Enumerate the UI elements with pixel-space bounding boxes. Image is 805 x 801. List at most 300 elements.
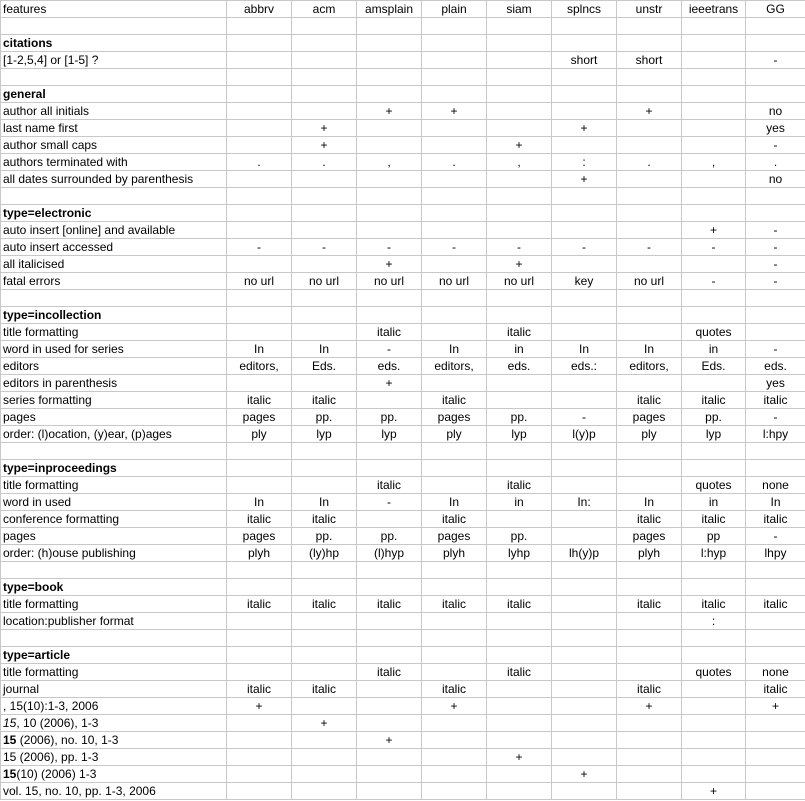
cell-splncs[interactable] bbox=[552, 290, 617, 307]
cell-splncs[interactable] bbox=[552, 732, 617, 749]
cell-amsplain[interactable] bbox=[357, 69, 422, 86]
cell-siam[interactable] bbox=[487, 630, 552, 647]
cell-plain[interactable]: italic bbox=[422, 392, 487, 409]
cell-plain[interactable]: ply bbox=[422, 426, 487, 443]
section-heading[interactable]: type=electronic bbox=[1, 205, 227, 222]
cell-unstr[interactable] bbox=[617, 35, 682, 52]
cell-ieeetrans[interactable]: in bbox=[682, 494, 746, 511]
cell-gg[interactable]: italic bbox=[746, 392, 805, 409]
cell-abbrv[interactable]: italic bbox=[227, 392, 292, 409]
cell-splncs[interactable] bbox=[552, 137, 617, 154]
cell-siam[interactable] bbox=[487, 460, 552, 477]
cell-splncs[interactable]: key bbox=[552, 273, 617, 290]
cell-splncs[interactable] bbox=[552, 749, 617, 766]
cell-gg[interactable]: no bbox=[746, 103, 805, 120]
cell-amsplain[interactable] bbox=[357, 222, 422, 239]
cell-splncs[interactable]: eds.: bbox=[552, 358, 617, 375]
feature-label[interactable]: [1-2,5,4] or [1-5] ? bbox=[1, 52, 227, 69]
cell-abbrv[interactable] bbox=[227, 205, 292, 222]
cell-unstr[interactable] bbox=[617, 222, 682, 239]
feature-label[interactable]: word in used for series bbox=[1, 341, 227, 358]
cell-amsplain[interactable] bbox=[357, 579, 422, 596]
cell-plain[interactable]: + bbox=[422, 698, 487, 715]
cell-splncs[interactable]: + bbox=[552, 171, 617, 188]
cell-siam[interactable]: + bbox=[487, 137, 552, 154]
cell-acm[interactable] bbox=[292, 307, 357, 324]
cell-gg[interactable]: In bbox=[746, 494, 805, 511]
cell-ieeetrans[interactable]: Eds. bbox=[682, 358, 746, 375]
cell-unstr[interactable] bbox=[617, 460, 682, 477]
feature-label[interactable]: title formatting bbox=[1, 324, 227, 341]
cell-abbrv[interactable]: + bbox=[227, 698, 292, 715]
cell-gg[interactable] bbox=[746, 460, 805, 477]
column-header-gg[interactable]: GG bbox=[746, 1, 805, 18]
cell-splncs[interactable] bbox=[552, 205, 617, 222]
cell-splncs[interactable] bbox=[552, 86, 617, 103]
cell-amsplain[interactable]: , bbox=[357, 154, 422, 171]
cell-siam[interactable] bbox=[487, 681, 552, 698]
cell-plain[interactable]: - bbox=[422, 239, 487, 256]
cell-abbrv[interactable] bbox=[227, 630, 292, 647]
cell-unstr[interactable]: + bbox=[617, 698, 682, 715]
cell-gg[interactable]: eds. bbox=[746, 358, 805, 375]
cell-unstr[interactable]: ply bbox=[617, 426, 682, 443]
cell-abbrv[interactable] bbox=[227, 324, 292, 341]
cell-splncs[interactable] bbox=[552, 222, 617, 239]
cell-gg[interactable] bbox=[746, 783, 805, 800]
cell-abbrv[interactable] bbox=[227, 120, 292, 137]
column-header-unstr[interactable]: unstr bbox=[617, 1, 682, 18]
cell-abbrv[interactable]: italic bbox=[227, 511, 292, 528]
cell-abbrv[interactable] bbox=[227, 307, 292, 324]
cell-acm[interactable] bbox=[292, 664, 357, 681]
cell-amsplain[interactable]: - bbox=[357, 239, 422, 256]
cell-amsplain[interactable] bbox=[357, 188, 422, 205]
cell-ieeetrans[interactable]: lyp bbox=[682, 426, 746, 443]
cell-acm[interactable] bbox=[292, 443, 357, 460]
cell-amsplain[interactable] bbox=[357, 766, 422, 783]
cell-plain[interactable] bbox=[422, 69, 487, 86]
cell-siam[interactable]: italic bbox=[487, 664, 552, 681]
cell-amsplain[interactable]: italic bbox=[357, 664, 422, 681]
cell-amsplain[interactable] bbox=[357, 681, 422, 698]
cell-unstr[interactable] bbox=[617, 137, 682, 154]
feature-label[interactable]: last name first bbox=[1, 120, 227, 137]
cell-acm[interactable] bbox=[292, 103, 357, 120]
cell-abbrv[interactable]: no url bbox=[227, 273, 292, 290]
cell-unstr[interactable] bbox=[617, 766, 682, 783]
cell-amsplain[interactable] bbox=[357, 613, 422, 630]
cell-ieeetrans[interactable]: italic bbox=[682, 511, 746, 528]
section-heading[interactable]: citations bbox=[1, 35, 227, 52]
cell-plain[interactable] bbox=[422, 256, 487, 273]
cell-unstr[interactable] bbox=[617, 715, 682, 732]
cell-gg[interactable] bbox=[746, 579, 805, 596]
cell-ieeetrans[interactable] bbox=[682, 630, 746, 647]
cell-siam[interactable] bbox=[487, 120, 552, 137]
cell-splncs[interactable] bbox=[552, 477, 617, 494]
cell-ieeetrans[interactable]: pp. bbox=[682, 409, 746, 426]
cell-splncs[interactable]: + bbox=[552, 766, 617, 783]
cell-acm[interactable] bbox=[292, 69, 357, 86]
cell-acm[interactable]: lyp bbox=[292, 426, 357, 443]
cell-unstr[interactable] bbox=[617, 647, 682, 664]
feature-label[interactable] bbox=[1, 18, 227, 35]
cell-plain[interactable]: + bbox=[422, 103, 487, 120]
cell-amsplain[interactable] bbox=[357, 460, 422, 477]
cell-unstr[interactable]: - bbox=[617, 239, 682, 256]
cell-unstr[interactable] bbox=[617, 86, 682, 103]
cell-splncs[interactable] bbox=[552, 562, 617, 579]
cell-plain[interactable]: pages bbox=[422, 409, 487, 426]
feature-label[interactable]: vol. 15, no. 10, pp. 1-3, 2006 bbox=[1, 783, 227, 800]
cell-acm[interactable] bbox=[292, 375, 357, 392]
cell-unstr[interactable] bbox=[617, 630, 682, 647]
cell-gg[interactable] bbox=[746, 290, 805, 307]
cell-gg[interactable]: . bbox=[746, 154, 805, 171]
cell-abbrv[interactable] bbox=[227, 18, 292, 35]
cell-plain[interactable] bbox=[422, 579, 487, 596]
cell-unstr[interactable]: In bbox=[617, 494, 682, 511]
cell-splncs[interactable] bbox=[552, 596, 617, 613]
cell-ieeetrans[interactable] bbox=[682, 103, 746, 120]
cell-amsplain[interactable] bbox=[357, 120, 422, 137]
cell-acm[interactable]: italic bbox=[292, 392, 357, 409]
cell-gg[interactable]: - bbox=[746, 137, 805, 154]
cell-gg[interactable]: - bbox=[746, 256, 805, 273]
cell-plain[interactable] bbox=[422, 290, 487, 307]
cell-plain[interactable] bbox=[422, 749, 487, 766]
cell-siam[interactable] bbox=[487, 103, 552, 120]
cell-siam[interactable]: + bbox=[487, 749, 552, 766]
cell-acm[interactable]: (ly)hp bbox=[292, 545, 357, 562]
cell-siam[interactable] bbox=[487, 766, 552, 783]
cell-ieeetrans[interactable] bbox=[682, 443, 746, 460]
cell-plain[interactable] bbox=[422, 188, 487, 205]
cell-siam[interactable] bbox=[487, 205, 552, 222]
cell-abbrv[interactable] bbox=[227, 732, 292, 749]
cell-amsplain[interactable] bbox=[357, 715, 422, 732]
cell-splncs[interactable] bbox=[552, 528, 617, 545]
cell-siam[interactable]: pp. bbox=[487, 528, 552, 545]
cell-ieeetrans[interactable] bbox=[682, 120, 746, 137]
cell-ieeetrans[interactable]: + bbox=[682, 783, 746, 800]
cell-plain[interactable]: editors, bbox=[422, 358, 487, 375]
cell-abbrv[interactable] bbox=[227, 579, 292, 596]
cell-gg[interactable] bbox=[746, 307, 805, 324]
cell-abbrv[interactable]: italic bbox=[227, 681, 292, 698]
cell-siam[interactable] bbox=[487, 171, 552, 188]
feature-label[interactable]: auto insert accessed bbox=[1, 239, 227, 256]
cell-siam[interactable] bbox=[487, 613, 552, 630]
column-header-acm[interactable]: acm bbox=[292, 1, 357, 18]
cell-plain[interactable] bbox=[422, 460, 487, 477]
cell-amsplain[interactable]: - bbox=[357, 341, 422, 358]
cell-ieeetrans[interactable]: italic bbox=[682, 596, 746, 613]
cell-abbrv[interactable] bbox=[227, 766, 292, 783]
cell-splncs[interactable] bbox=[552, 664, 617, 681]
cell-siam[interactable] bbox=[487, 69, 552, 86]
cell-splncs[interactable] bbox=[552, 630, 617, 647]
cell-unstr[interactable] bbox=[617, 290, 682, 307]
feature-label[interactable] bbox=[1, 188, 227, 205]
cell-abbrv[interactable] bbox=[227, 647, 292, 664]
cell-ieeetrans[interactable] bbox=[682, 375, 746, 392]
cell-amsplain[interactable]: pp. bbox=[357, 528, 422, 545]
feature-label[interactable]: features bbox=[1, 1, 227, 18]
cell-amsplain[interactable] bbox=[357, 511, 422, 528]
cell-ieeetrans[interactable] bbox=[682, 307, 746, 324]
feature-label[interactable] bbox=[1, 69, 227, 86]
cell-abbrv[interactable]: italic bbox=[227, 596, 292, 613]
feature-label[interactable]: author small caps bbox=[1, 137, 227, 154]
cell-ieeetrans[interactable] bbox=[682, 562, 746, 579]
cell-plain[interactable]: plyh bbox=[422, 545, 487, 562]
feature-label[interactable] bbox=[1, 443, 227, 460]
cell-siam[interactable] bbox=[487, 392, 552, 409]
cell-unstr[interactable] bbox=[617, 171, 682, 188]
cell-gg[interactable] bbox=[746, 749, 805, 766]
cell-amsplain[interactable]: eds. bbox=[357, 358, 422, 375]
cell-plain[interactable] bbox=[422, 324, 487, 341]
cell-amsplain[interactable] bbox=[357, 35, 422, 52]
section-heading[interactable]: type=article bbox=[1, 647, 227, 664]
cell-gg[interactable] bbox=[746, 443, 805, 460]
cell-abbrv[interactable] bbox=[227, 137, 292, 154]
cell-unstr[interactable] bbox=[617, 664, 682, 681]
cell-abbrv[interactable]: In bbox=[227, 494, 292, 511]
cell-amsplain[interactable] bbox=[357, 698, 422, 715]
cell-unstr[interactable]: editors, bbox=[617, 358, 682, 375]
column-header-ieeetrans[interactable]: ieeetrans bbox=[682, 1, 746, 18]
cell-plain[interactable]: . bbox=[422, 154, 487, 171]
section-heading[interactable]: general bbox=[1, 86, 227, 103]
cell-unstr[interactable]: plyh bbox=[617, 545, 682, 562]
cell-plain[interactable] bbox=[422, 613, 487, 630]
feature-label[interactable]: authors terminated with bbox=[1, 154, 227, 171]
feature-label[interactable]: title formatting bbox=[1, 596, 227, 613]
cell-siam[interactable] bbox=[487, 307, 552, 324]
cell-abbrv[interactable] bbox=[227, 460, 292, 477]
cell-unstr[interactable] bbox=[617, 18, 682, 35]
cell-plain[interactable] bbox=[422, 664, 487, 681]
section-heading[interactable]: type=inproceedings bbox=[1, 460, 227, 477]
cell-unstr[interactable]: In bbox=[617, 341, 682, 358]
cell-acm[interactable] bbox=[292, 256, 357, 273]
cell-plain[interactable] bbox=[422, 783, 487, 800]
cell-siam[interactable]: + bbox=[487, 256, 552, 273]
cell-siam[interactable]: eds. bbox=[487, 358, 552, 375]
feature-label[interactable] bbox=[1, 630, 227, 647]
cell-acm[interactable] bbox=[292, 188, 357, 205]
cell-amsplain[interactable]: + bbox=[357, 732, 422, 749]
cell-unstr[interactable]: + bbox=[617, 103, 682, 120]
cell-abbrv[interactable]: - bbox=[227, 239, 292, 256]
cell-abbrv[interactable] bbox=[227, 103, 292, 120]
cell-gg[interactable]: italic bbox=[746, 681, 805, 698]
cell-unstr[interactable] bbox=[617, 562, 682, 579]
section-heading[interactable]: type=incollection bbox=[1, 307, 227, 324]
cell-acm[interactable] bbox=[292, 783, 357, 800]
cell-acm[interactable]: italic bbox=[292, 681, 357, 698]
cell-amsplain[interactable] bbox=[357, 205, 422, 222]
cell-unstr[interactable] bbox=[617, 375, 682, 392]
cell-splncs[interactable] bbox=[552, 35, 617, 52]
cell-ieeetrans[interactable] bbox=[682, 35, 746, 52]
cell-siam[interactable] bbox=[487, 52, 552, 69]
cell-plain[interactable] bbox=[422, 18, 487, 35]
cell-splncs[interactable] bbox=[552, 188, 617, 205]
cell-plain[interactable] bbox=[422, 732, 487, 749]
cell-unstr[interactable] bbox=[617, 120, 682, 137]
cell-amsplain[interactable] bbox=[357, 749, 422, 766]
cell-gg[interactable]: - bbox=[746, 409, 805, 426]
cell-ieeetrans[interactable] bbox=[682, 732, 746, 749]
cell-ieeetrans[interactable]: italic bbox=[682, 392, 746, 409]
cell-plain[interactable] bbox=[422, 307, 487, 324]
cell-abbrv[interactable] bbox=[227, 562, 292, 579]
feature-label[interactable]: fatal errors bbox=[1, 273, 227, 290]
cell-plain[interactable] bbox=[422, 86, 487, 103]
cell-abbrv[interactable] bbox=[227, 715, 292, 732]
cell-gg[interactable] bbox=[746, 188, 805, 205]
cell-splncs[interactable]: lh(y)p bbox=[552, 545, 617, 562]
cell-ieeetrans[interactable] bbox=[682, 290, 746, 307]
cell-plain[interactable] bbox=[422, 715, 487, 732]
cell-ieeetrans[interactable] bbox=[682, 766, 746, 783]
cell-unstr[interactable]: italic bbox=[617, 392, 682, 409]
cell-acm[interactable] bbox=[292, 732, 357, 749]
cell-amsplain[interactable] bbox=[357, 86, 422, 103]
feature-label[interactable]: series formatting bbox=[1, 392, 227, 409]
cell-ieeetrans[interactable]: l:hyp bbox=[682, 545, 746, 562]
cell-ieeetrans[interactable]: pp bbox=[682, 528, 746, 545]
cell-abbrv[interactable] bbox=[227, 86, 292, 103]
feature-label[interactable]: location:publisher format bbox=[1, 613, 227, 630]
feature-label[interactable]: order: (l)ocation, (y)ear, (p)ages bbox=[1, 426, 227, 443]
cell-plain[interactable]: In bbox=[422, 494, 487, 511]
cell-plain[interactable] bbox=[422, 477, 487, 494]
cell-ieeetrans[interactable]: - bbox=[682, 239, 746, 256]
cell-acm[interactable] bbox=[292, 52, 357, 69]
feature-label[interactable]: title formatting bbox=[1, 664, 227, 681]
cell-acm[interactable] bbox=[292, 86, 357, 103]
column-header-splncs[interactable]: splncs bbox=[552, 1, 617, 18]
cell-gg[interactable] bbox=[746, 562, 805, 579]
cell-siam[interactable]: no url bbox=[487, 273, 552, 290]
cell-unstr[interactable] bbox=[617, 613, 682, 630]
cell-amsplain[interactable]: + bbox=[357, 375, 422, 392]
cell-plain[interactable] bbox=[422, 52, 487, 69]
cell-unstr[interactable]: pages bbox=[617, 409, 682, 426]
cell-plain[interactable] bbox=[422, 647, 487, 664]
cell-acm[interactable]: italic bbox=[292, 511, 357, 528]
cell-plain[interactable] bbox=[422, 35, 487, 52]
cell-splncs[interactable] bbox=[552, 715, 617, 732]
cell-splncs[interactable]: + bbox=[552, 120, 617, 137]
cell-abbrv[interactable] bbox=[227, 188, 292, 205]
cell-ieeetrans[interactable] bbox=[682, 715, 746, 732]
cell-acm[interactable]: pp. bbox=[292, 528, 357, 545]
cell-gg[interactable]: lhpy bbox=[746, 545, 805, 562]
cell-unstr[interactable] bbox=[617, 256, 682, 273]
cell-abbrv[interactable] bbox=[227, 613, 292, 630]
cell-ieeetrans[interactable] bbox=[682, 205, 746, 222]
cell-plain[interactable] bbox=[422, 222, 487, 239]
cell-amsplain[interactable] bbox=[357, 307, 422, 324]
feature-label[interactable]: word in used bbox=[1, 494, 227, 511]
cell-amsplain[interactable] bbox=[357, 52, 422, 69]
cell-gg[interactable]: - bbox=[746, 52, 805, 69]
cell-ieeetrans[interactable] bbox=[682, 460, 746, 477]
cell-splncs[interactable] bbox=[552, 647, 617, 664]
cell-splncs[interactable]: short bbox=[552, 52, 617, 69]
cell-siam[interactable] bbox=[487, 443, 552, 460]
cell-siam[interactable]: , bbox=[487, 154, 552, 171]
cell-acm[interactable] bbox=[292, 562, 357, 579]
cell-plain[interactable]: italic bbox=[422, 511, 487, 528]
cell-acm[interactable] bbox=[292, 18, 357, 35]
cell-unstr[interactable] bbox=[617, 307, 682, 324]
feature-label[interactable] bbox=[1, 732, 227, 749]
cell-splncs[interactable]: l(y)p bbox=[552, 426, 617, 443]
cell-unstr[interactable] bbox=[617, 579, 682, 596]
cell-ieeetrans[interactable]: : bbox=[682, 613, 746, 630]
feature-label[interactable] bbox=[1, 562, 227, 579]
cell-splncs[interactable] bbox=[552, 69, 617, 86]
cell-ieeetrans[interactable] bbox=[682, 18, 746, 35]
column-header-amsplain[interactable]: amsplain bbox=[357, 1, 422, 18]
feature-label[interactable]: journal bbox=[1, 681, 227, 698]
feature-label[interactable]: pages bbox=[1, 528, 227, 545]
cell-unstr[interactable]: pages bbox=[617, 528, 682, 545]
cell-ieeetrans[interactable] bbox=[682, 137, 746, 154]
cell-acm[interactable]: italic bbox=[292, 596, 357, 613]
cell-gg[interactable]: italic bbox=[746, 596, 805, 613]
cell-ieeetrans[interactable] bbox=[682, 256, 746, 273]
cell-gg[interactable] bbox=[746, 324, 805, 341]
cell-siam[interactable] bbox=[487, 375, 552, 392]
feature-label[interactable]: order: (h)ouse publishing bbox=[1, 545, 227, 562]
cell-siam[interactable]: pp. bbox=[487, 409, 552, 426]
cell-ieeetrans[interactable] bbox=[682, 171, 746, 188]
cell-siam[interactable] bbox=[487, 18, 552, 35]
cell-ieeetrans[interactable] bbox=[682, 52, 746, 69]
cell-plain[interactable] bbox=[422, 766, 487, 783]
cell-siam[interactable] bbox=[487, 222, 552, 239]
cell-amsplain[interactable] bbox=[357, 783, 422, 800]
cell-amsplain[interactable]: pp. bbox=[357, 409, 422, 426]
cell-splncs[interactable] bbox=[552, 443, 617, 460]
cell-abbrv[interactable] bbox=[227, 443, 292, 460]
cell-siam[interactable]: lyp bbox=[487, 426, 552, 443]
cell-unstr[interactable]: no url bbox=[617, 273, 682, 290]
feature-label[interactable]: auto insert [online] and available bbox=[1, 222, 227, 239]
cell-ieeetrans[interactable]: - bbox=[682, 273, 746, 290]
cell-amsplain[interactable] bbox=[357, 137, 422, 154]
cell-ieeetrans[interactable] bbox=[682, 647, 746, 664]
cell-amsplain[interactable]: italic bbox=[357, 477, 422, 494]
cell-acm[interactable] bbox=[292, 35, 357, 52]
cell-gg[interactable] bbox=[746, 205, 805, 222]
feature-label[interactable] bbox=[1, 766, 227, 783]
feature-label[interactable] bbox=[1, 715, 227, 732]
cell-acm[interactable]: pp. bbox=[292, 409, 357, 426]
cell-gg[interactable]: - bbox=[746, 222, 805, 239]
cell-acm[interactable] bbox=[292, 324, 357, 341]
cell-siam[interactable]: italic bbox=[487, 477, 552, 494]
cell-splncs[interactable] bbox=[552, 307, 617, 324]
